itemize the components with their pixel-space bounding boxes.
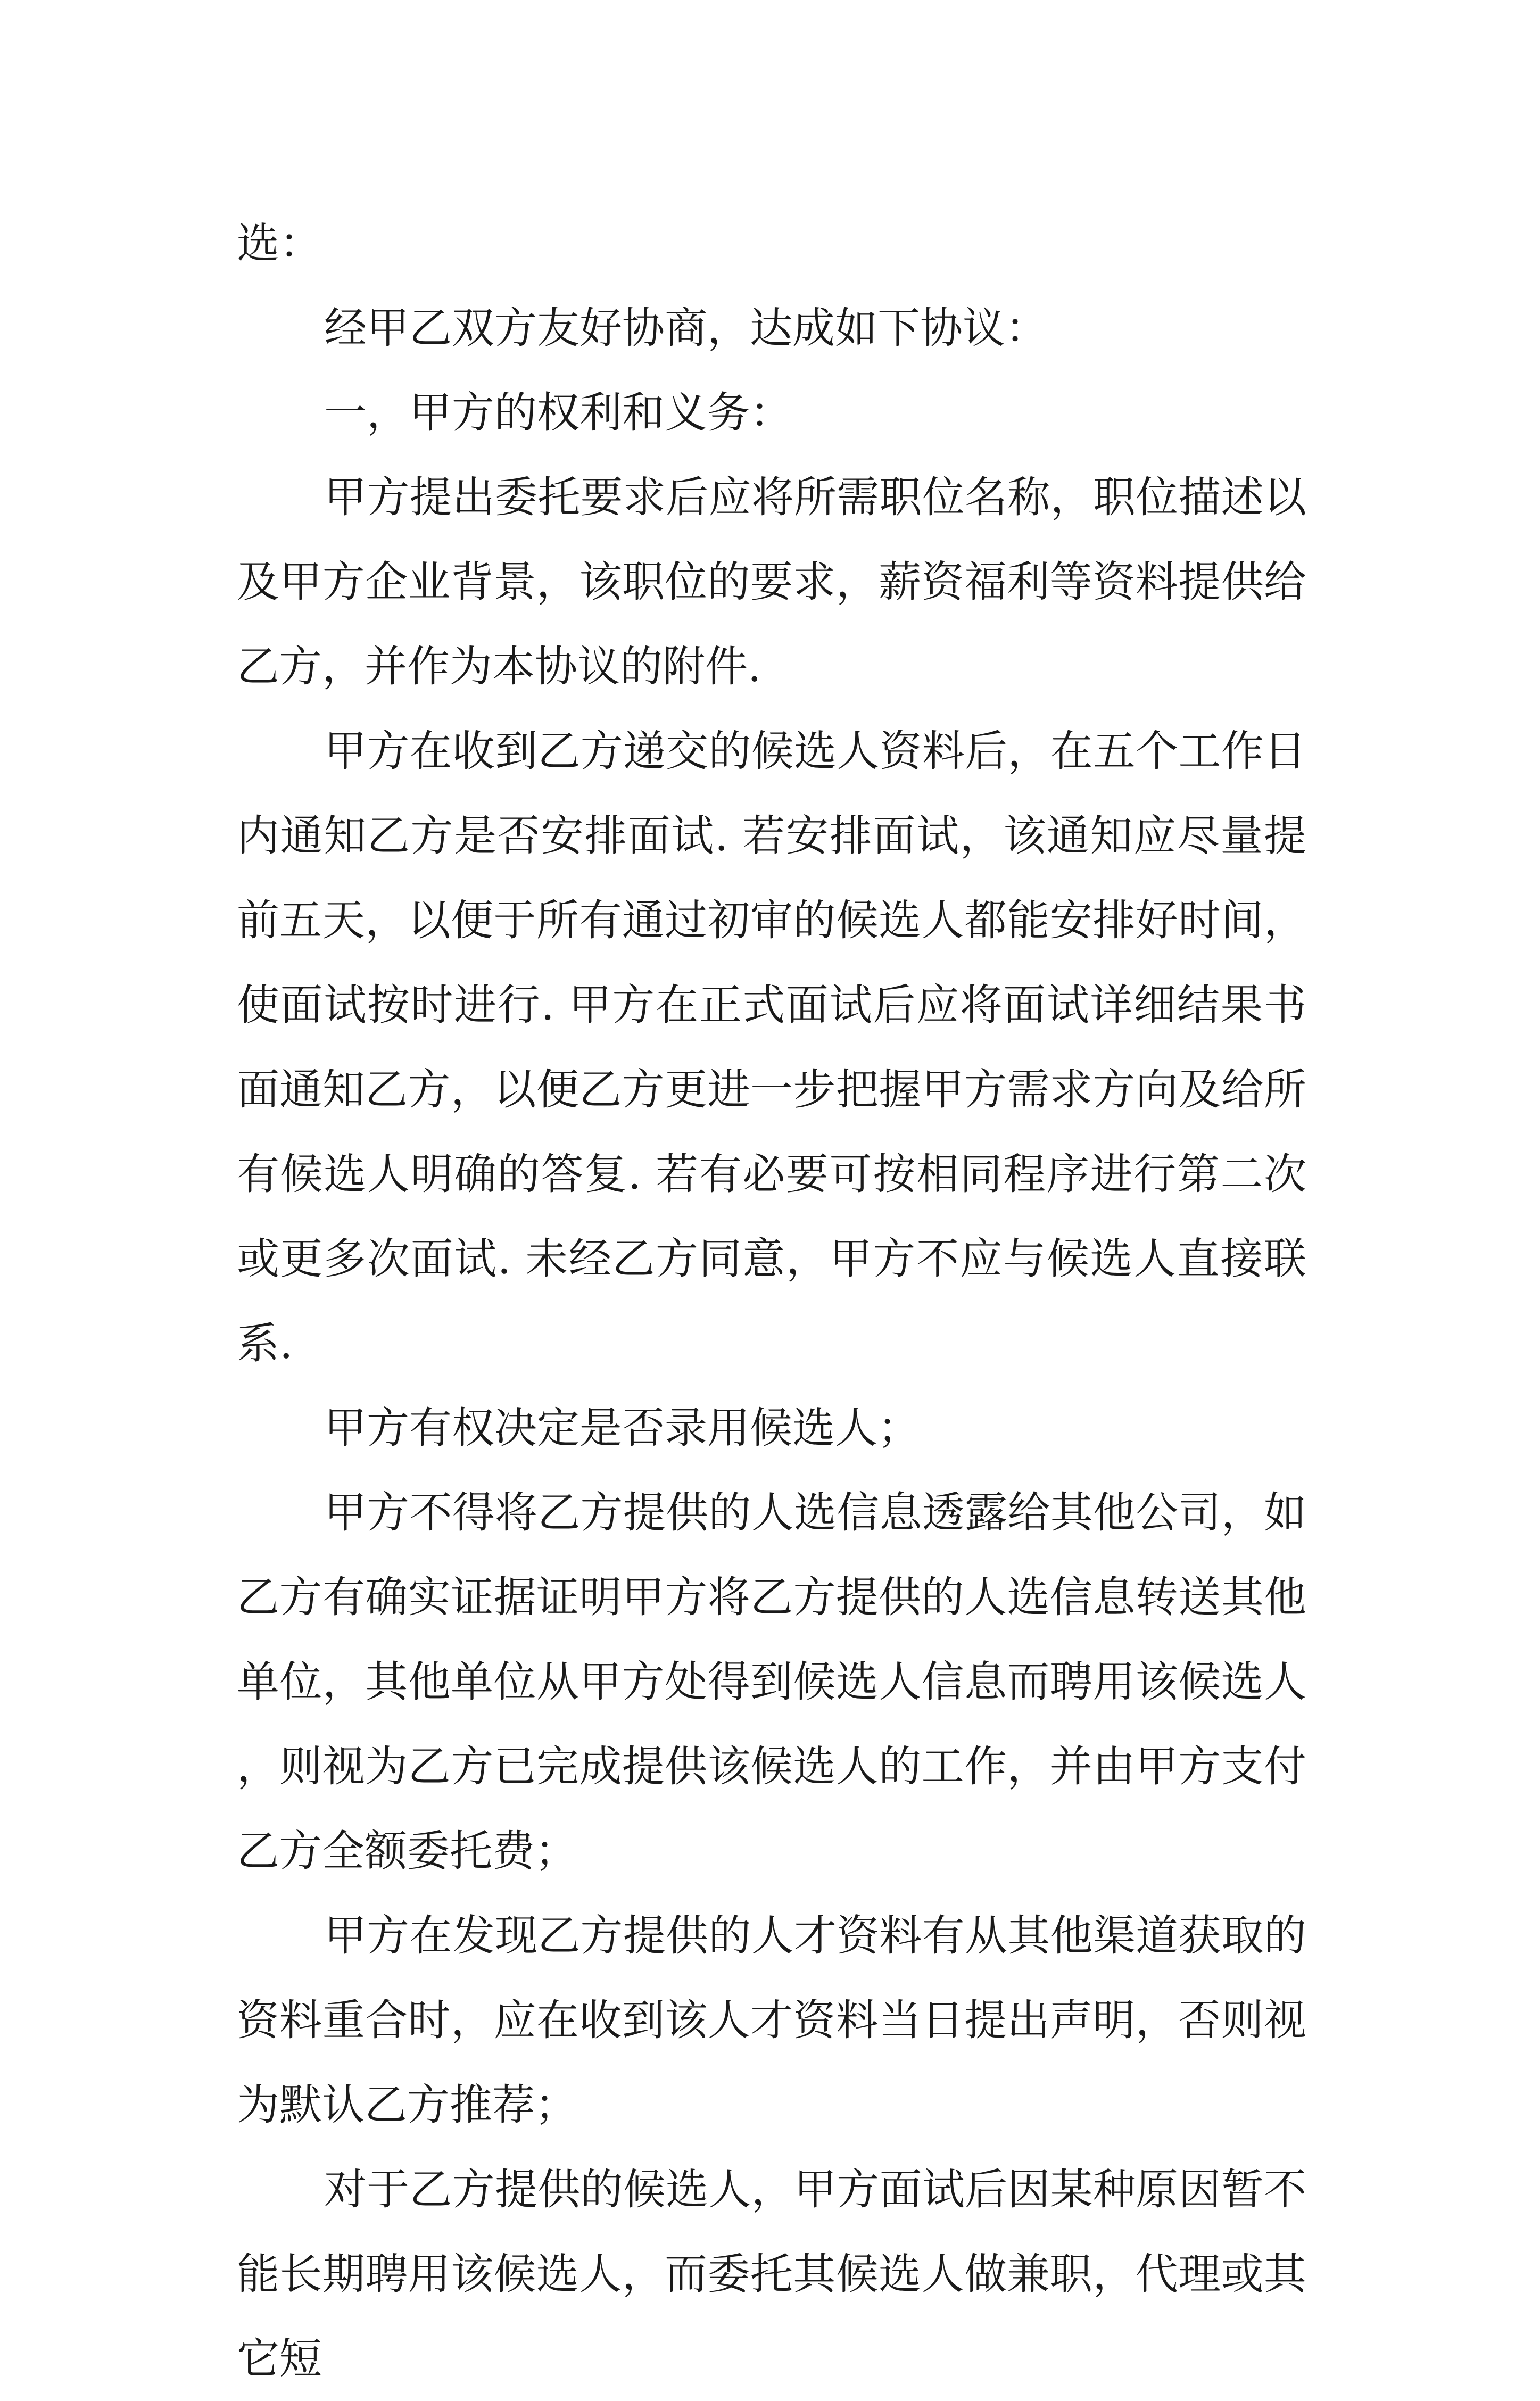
document-body	[237, 201, 1306, 2401]
paragraph-hiring-decision: 甲方有权决定是否录用候选人；	[324, 1403, 920, 1453]
paragraph-confidentiality: 甲方不得将乙方提供的人选信息透露给其他公司，如乙方有确实证据证明甲方将乙方提供的人选信息转送其他单位，其他单位从甲方处得到候选人信息而聘用该候选人，则视为乙方已完成提供该候选人的工作，并由甲方支付乙方全额委托费；	[237, 1488, 1306, 1876]
section-heading-party-a-rights: 一，甲方的权利和义务：	[324, 388, 792, 437]
paragraph-job-requirements: 甲方提出委托要求后应将所需职位名称，职位描述以及甲方企业背景，该职位的要求，薪资福利等资料提供给乙方，并作为本协议的附件.	[237, 473, 1306, 691]
paragraph-part-time: 对于乙方提供的候选人，甲方面试后因某种原因暂不能长期聘用该候选人，而委托其候选人做兼职，代理或其它短	[237, 2165, 1306, 2383]
paragraph-duplicate-resume: 甲方在发现乙方提供的人才资料有从其他渠道获取的资料重合时，应在收到该人才资料当日提出声明，否则视为默认乙方推荐；	[237, 1911, 1306, 2130]
paragraph-intro: 经甲乙双方友好协商，达成如下协议：	[324, 303, 1048, 353]
paragraph-continuation: 选：	[237, 219, 322, 268]
paragraph-interview-notice: 甲方在收到乙方递交的候选人资料后，在五个工作日内通知乙方是否安排面试. 若安排面试，该通知应尽量提前五天，以便于所有通过初审的候选人都能安排好时间，使面试按时进行. 甲方在正式面试后应将面试详细结果书面通知乙方，以便乙方更进一步把握甲方需求方向及给所有候选人明确的答复. 若有必要可按相同程序进行第二次或更多次面试. 未经乙方同意，甲方不应与候选人直接联系.	[237, 726, 1306, 1368]
